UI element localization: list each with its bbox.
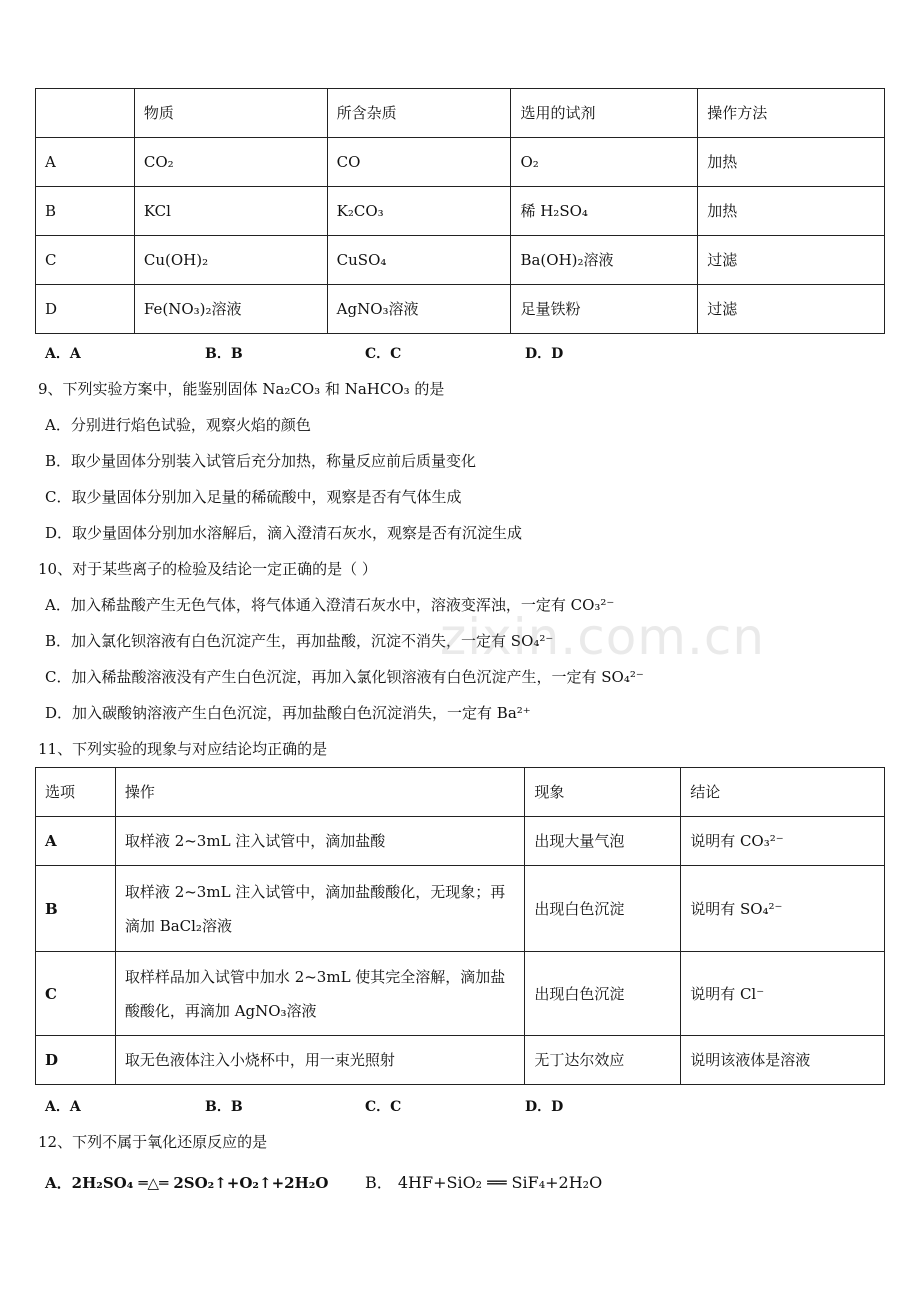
q10-option-d[interactable]: D．加入碳酸钠溶液产生白色沉淀，再加盐酸白色沉淀消失，一定有 Ba²⁺ <box>45 704 531 722</box>
table-row <box>36 1036 885 1085</box>
option-a[interactable]: A．A <box>45 1099 81 1115</box>
q11-stem: 11、下列实验的现象与对应结论均正确的是 <box>38 740 328 758</box>
table-header-row <box>36 89 885 138</box>
option-a[interactable]: A．A <box>45 346 81 362</box>
experiment-table <box>35 767 885 1085</box>
table-header-row <box>36 768 885 817</box>
q10-option-c[interactable]: C．加入稀盐酸溶液没有产生白色沉淀，再加入氯化钡溶液有白色沉淀产生，一定有 SO₄²⁻ <box>45 668 644 686</box>
q9-option-c[interactable]: C．取少量固体分别加入足量的稀硫酸中，观察是否有气体生成 <box>45 488 462 506</box>
q9-option-d[interactable]: D．取少量固体分别加水溶解后，滴入澄清石灰水，观察是否有沉淀生成 <box>45 524 523 542</box>
conclusion-cell: 说明该液体是溶液 <box>681 1036 885 1085</box>
option-d[interactable]: D．D <box>525 1099 564 1115</box>
header-cell: 现象 <box>525 768 681 817</box>
operation-cell: 取样液 2~3mL 注入试管中，滴加盐酸酸化，无现象；再滴加 BaCl₂溶液 <box>115 866 524 952</box>
option-b[interactable]: B．B <box>205 1099 243 1115</box>
impurity-cell: AgNO₃溶液 <box>327 285 511 334</box>
watermark: zixin.com.cn <box>440 608 766 666</box>
header-cell: 所含杂质 <box>327 89 511 138</box>
header-cell: 物质 <box>134 89 327 138</box>
phenomenon-cell: 无丁达尔效应 <box>525 1036 681 1085</box>
reagent-cell: O₂ <box>511 138 698 187</box>
substance-cell: CO₂ <box>134 138 327 187</box>
conclusion-cell: 说明有 SO₄²⁻ <box>681 866 885 952</box>
table-row <box>36 817 885 866</box>
impurity-table <box>35 88 885 334</box>
option-b[interactable]: B．B <box>205 346 243 362</box>
conclusion-cell: 说明有 Cl⁻ <box>681 952 885 1036</box>
method-cell: 加热 <box>698 138 885 187</box>
table-row <box>36 866 885 952</box>
method-cell: 加热 <box>698 187 885 236</box>
table-row <box>36 952 885 1036</box>
q9-option-b[interactable]: B．取少量固体分别装入试管后充分加热，称量反应前后质量变化 <box>45 452 477 470</box>
q10-option-a[interactable]: A．加入稀盐酸产生无色气体，将气体通入澄清石灰水中，溶液变浑浊，一定有 CO₃²⁻ <box>45 596 615 614</box>
q9-option-a[interactable]: A．分别进行焰色试验，观察火焰的颜色 <box>45 416 311 434</box>
phenomenon-cell: 出现白色沉淀 <box>525 952 681 1036</box>
header-cell <box>36 89 135 138</box>
row-label: A <box>36 138 135 187</box>
header-cell: 选用的试剂 <box>511 89 698 138</box>
reagent-cell: 稀 H₂SO₄ <box>511 187 698 236</box>
row-label: C <box>36 236 135 285</box>
header-cell: 操作 <box>115 768 524 817</box>
option-c[interactable]: C．C <box>365 346 402 362</box>
row-label: A <box>36 817 116 866</box>
table-row <box>36 285 885 334</box>
option-c[interactable]: C．C <box>365 1099 402 1115</box>
q12-option-b[interactable]: B． 4HF+SiO₂ ══ SiF₄+2H₂O <box>365 1173 603 1192</box>
reagent-cell: Ba(OH)₂溶液 <box>511 236 698 285</box>
method-cell: 过滤 <box>698 285 885 334</box>
substance-cell: Cu(OH)₂ <box>134 236 327 285</box>
option-d[interactable]: D．D <box>525 346 564 362</box>
q10-option-b[interactable]: B．加入氯化钡溶液有白色沉淀产生，再加盐酸，沉淀不消失，一定有 SO₄²⁻ <box>45 632 554 650</box>
row-label: D <box>36 1036 116 1085</box>
q9-stem: 9、下列实验方案中，能鉴别固体 Na₂CO₃ 和 NaHCO₃ 的是 <box>38 380 445 398</box>
impurity-cell: CO <box>327 138 511 187</box>
row-label: C <box>36 952 116 1036</box>
table-row <box>36 187 885 236</box>
impurity-cell: K₂CO₃ <box>327 187 511 236</box>
operation-cell: 取样液 2~3mL 注入试管中，滴加盐酸 <box>115 817 524 866</box>
q12-option-a[interactable]: A．2H₂SO₄ ═△═ 2SO₂↑+O₂↑+2H₂O <box>45 1174 329 1192</box>
phenomenon-cell: 出现白色沉淀 <box>525 866 681 952</box>
phenomenon-cell: 出现大量气泡 <box>525 817 681 866</box>
method-cell: 过滤 <box>698 236 885 285</box>
row-label: D <box>36 285 135 334</box>
table-row <box>36 236 885 285</box>
header-cell: 选项 <box>36 768 116 817</box>
header-cell: 操作方法 <box>698 89 885 138</box>
substance-cell: KCl <box>134 187 327 236</box>
substance-cell: Fe(NO₃)₂溶液 <box>134 285 327 334</box>
operation-cell: 取无色液体注入小烧杯中，用一束光照射 <box>115 1036 524 1085</box>
reagent-cell: 足量铁粉 <box>511 285 698 334</box>
row-label: B <box>36 187 135 236</box>
q10-stem: 10、对于某些离子的检验及结论一定正确的是（ ） <box>38 560 377 578</box>
row-label: B <box>36 866 116 952</box>
conclusion-cell: 说明有 CO₃²⁻ <box>681 817 885 866</box>
q12-stem: 12、下列不属于氧化还原反应的是 <box>38 1133 268 1151</box>
impurity-cell: CuSO₄ <box>327 236 511 285</box>
operation-cell: 取样样品加入试管中加水 2~3mL 使其完全溶解，滴加盐酸酸化，再滴加 AgNO₃溶液 <box>115 952 524 1036</box>
table-row <box>36 138 885 187</box>
header-cell: 结论 <box>681 768 885 817</box>
